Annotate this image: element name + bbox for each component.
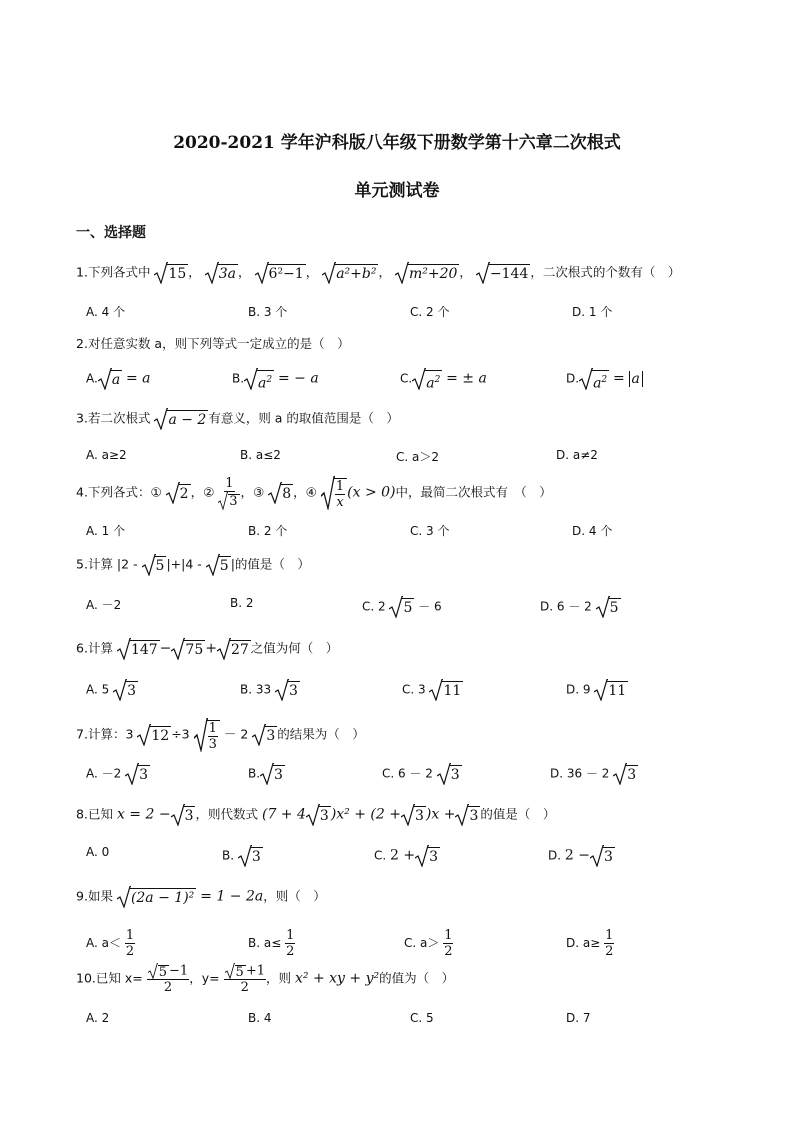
section-heading: 一、选择题 bbox=[76, 225, 146, 241]
question-1: 1.下列各式中 15 ， 3a ， 6²−1 ， a²+b² ， m²+20 ， −144 ，二次根式的个数有（ ） bbox=[76, 262, 680, 284]
option-c[interactable]: C. 3 个 bbox=[410, 524, 450, 538]
option-b[interactable]: B. $a^2$ = − a bbox=[232, 370, 319, 392]
option-b[interactable]: B. 3 bbox=[222, 845, 263, 867]
question-5: 5.计算 |2 - 5 |+|4 - 5 |的值是（ ） bbox=[76, 556, 310, 574]
option-a[interactable]: A. 4 个 bbox=[86, 305, 126, 319]
option-c[interactable]: C. 3 11 bbox=[402, 679, 463, 701]
options-4 bbox=[0, 522, 794, 546]
option-c[interactable]: C. 2 5 － 6 bbox=[362, 596, 442, 618]
option-a[interactable]: A. a = a bbox=[86, 370, 151, 388]
question-10: 10.已知 x= $\frac{5 -1}{2}$ ，y= $\frac{5 +1}{2}$ ，则 x² + xy + y²的值为（ ） bbox=[76, 963, 455, 995]
option-d[interactable]: D. $a^2 = a$ bbox=[566, 368, 643, 390]
question-6: 6.计算 147 − 75 + 27 之值为何（ ） bbox=[76, 640, 339, 658]
option-a[interactable]: A. 5 3 bbox=[86, 679, 138, 701]
option-d[interactable]: D. 1 个 bbox=[572, 305, 613, 319]
question-7: 7.计算：3 12 ÷3 $\frac{1}{3}$ － 2 3 的结果为（ ） bbox=[76, 718, 365, 752]
option-b[interactable]: B. 2 bbox=[230, 596, 254, 610]
radical: 6²−1 bbox=[255, 262, 306, 284]
option-d[interactable]: D. 2 − 3 bbox=[548, 847, 613, 865]
option-d[interactable]: D. 6 － 2 5 bbox=[540, 596, 621, 618]
question-3: 3.若二次根式 a − 2 有意义，则 a 的取值范围是（ ） bbox=[76, 410, 399, 428]
options-10 bbox=[0, 1011, 794, 1035]
option-c[interactable]: C. 6 － 2 3 bbox=[382, 763, 462, 785]
option-d[interactable]: D. 7 bbox=[566, 1011, 591, 1025]
option-d[interactable]: D. 36 － 2 3 bbox=[550, 763, 638, 785]
options-7 bbox=[0, 763, 794, 787]
option-a[interactable]: A. －2 3 bbox=[86, 763, 150, 785]
option-b[interactable]: B. 4 bbox=[248, 1011, 272, 1025]
option-b[interactable]: B. a≤2 bbox=[240, 448, 281, 462]
option-c[interactable]: C. a＞2 bbox=[396, 450, 439, 464]
options-8 bbox=[0, 845, 794, 869]
option-c[interactable]: C. $a^2$ = ± a bbox=[400, 370, 487, 392]
option-d[interactable]: D. a≥ $\frac{1}{2}$ bbox=[566, 928, 614, 959]
option-d[interactable]: D. a≠2 bbox=[556, 448, 598, 462]
option-a[interactable]: A. a＜ $\frac{1}{2}$ bbox=[86, 928, 135, 959]
option-c[interactable]: C. 2 个 bbox=[410, 305, 450, 319]
option-c[interactable]: C. 5 bbox=[410, 1011, 434, 1025]
option-a[interactable]: A. 1 个 bbox=[86, 524, 126, 538]
option-b[interactable]: B. 3 个 bbox=[248, 305, 288, 319]
options-1 bbox=[0, 303, 794, 327]
options-5 bbox=[0, 596, 794, 620]
option-a[interactable]: A. －2 bbox=[86, 598, 122, 612]
options-3 bbox=[0, 448, 794, 472]
radical: 3a bbox=[205, 262, 238, 284]
option-d[interactable]: D. 9 11 bbox=[566, 679, 628, 701]
option-c[interactable]: C. a＞ $\frac{1}{2}$ bbox=[404, 928, 453, 959]
radical: 15 bbox=[154, 262, 188, 284]
option-b[interactable]: B. 2 个 bbox=[248, 524, 288, 538]
radical: a²+b² bbox=[322, 262, 378, 284]
option-d[interactable]: D. 4 个 bbox=[572, 524, 613, 538]
options-9 bbox=[0, 928, 794, 959]
question-8: 8.已知 x = 2 − 3 ，则代数式 (7 + 4 3 )x² + (2 + 3 )x + 3 的值是（ ） bbox=[76, 806, 556, 824]
option-b[interactable]: B. a≤ $\frac{1}{2}$ bbox=[248, 928, 295, 959]
option-a[interactable]: A. a≥2 bbox=[86, 448, 127, 462]
options-6 bbox=[0, 679, 794, 703]
radical: m²+20 bbox=[395, 262, 459, 284]
options-2 bbox=[0, 368, 794, 392]
document-subtitle: 单元测试卷 bbox=[354, 181, 440, 201]
option-a[interactable]: A. 0 bbox=[86, 845, 110, 859]
option-b[interactable]: B. 33 3 bbox=[240, 679, 300, 701]
question-9: 9.如果 (2a − 1)² = 1 − 2a，则（ ） bbox=[76, 888, 326, 906]
option-c[interactable]: C. 2 + 3 bbox=[374, 847, 439, 865]
radical: −144 bbox=[476, 262, 530, 284]
option-b[interactable]: B. 3 bbox=[248, 763, 285, 785]
question-4: 4.下列各式：① 2 ，② $\frac{1}{3}$ ，③ 8 ，④ $\frac{1}{x}$ (x > 0)中，最简二次根式有 （ ） bbox=[76, 476, 552, 510]
question-2: 2.对任意实数 a，则下列等式一定成立的是（ ） bbox=[76, 336, 350, 351]
document-title: 2020-2021 学年沪科版八年级下册数学第十六章二次根式 bbox=[173, 133, 621, 153]
option-a[interactable]: A. 2 bbox=[86, 1011, 110, 1025]
